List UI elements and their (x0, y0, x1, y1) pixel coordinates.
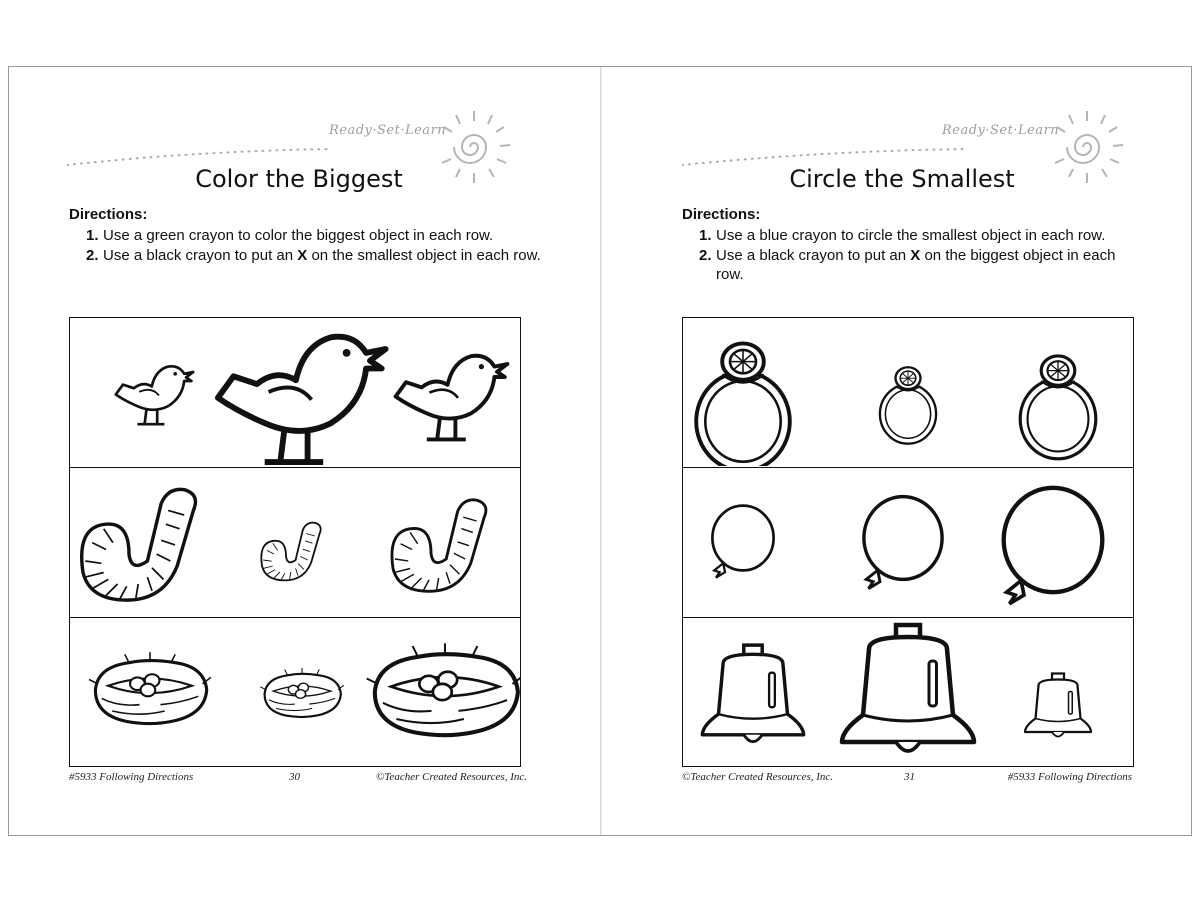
directions-label: Directions: (69, 206, 148, 223)
workbook-spread (8, 66, 1192, 836)
nest-medium (89, 652, 211, 723)
row-rings (683, 318, 1133, 468)
direction-x-mark: X (910, 247, 921, 264)
bell-big (842, 625, 974, 751)
direction-item (86, 246, 549, 265)
direction-number: 1. (86, 227, 99, 244)
direction-number: 1. (699, 227, 712, 244)
direction-text-part: on the biggest object in each row. (716, 247, 1116, 283)
ring-medium (1020, 356, 1096, 459)
brand-label: Ready·Set·Learn (329, 123, 447, 138)
bell-small (1025, 674, 1091, 737)
nest-small (260, 668, 344, 717)
worm-row-art (70, 468, 520, 616)
direction-text: Use a green crayon to color the biggest object in each row. (103, 227, 494, 244)
direction-item (699, 226, 1132, 245)
directions (682, 205, 1132, 285)
bell-medium (702, 645, 803, 742)
direction-item (699, 246, 1132, 284)
worksheet-grid (69, 317, 521, 767)
row-nests (70, 618, 520, 768)
direction-x-mark: X (297, 247, 308, 264)
balloon-medium (864, 497, 942, 589)
direction-text: Use a blue crayon to circle the smallest object in each row. (716, 227, 1106, 244)
ring-big (696, 343, 790, 466)
footer-series: #5933 Following Directions (69, 771, 194, 783)
row-bells (683, 618, 1133, 768)
balloon-big (1004, 488, 1103, 604)
worm-medium (392, 500, 486, 591)
balloon-row-art (683, 468, 1133, 616)
row-worms (70, 468, 520, 618)
bell-row-art (683, 618, 1133, 766)
page-number: 31 (904, 771, 915, 783)
left-page (9, 67, 600, 835)
footer-series: #5933 Following Directions (1007, 771, 1132, 783)
direction-number: 2. (699, 247, 712, 264)
balloon-small (712, 506, 773, 578)
page-title: Circle the Smallest (789, 165, 1015, 193)
chick-medium (396, 356, 508, 440)
direction-item (86, 226, 549, 245)
ring-row-art (683, 318, 1133, 466)
direction-text (716, 246, 1132, 284)
worksheet-grid (682, 317, 1134, 767)
direction-number: 2. (86, 247, 99, 264)
row-balloons (683, 468, 1133, 618)
footer-copyright: ©Teacher Created Resources, Inc. (682, 771, 834, 783)
chick-small (116, 366, 193, 424)
direction-text (103, 246, 549, 265)
chick-row-art (70, 318, 520, 466)
page-title: Color the Biggest (195, 165, 403, 193)
footer-copyright: ©Teacher Created Resources, Inc. (375, 771, 527, 783)
nest-row-art (70, 618, 520, 766)
page-number: 30 (289, 771, 300, 783)
ring-small (880, 367, 936, 443)
directions (69, 205, 549, 266)
right-page (602, 67, 1193, 835)
worm-big (82, 489, 196, 600)
dotted-arc (67, 147, 337, 167)
nest-big (367, 643, 520, 735)
direction-text-part: on the smallest object in each row. (307, 247, 541, 264)
dotted-arc (682, 147, 972, 167)
chick-big (218, 337, 386, 462)
worm-small (261, 523, 320, 581)
brand-label: Ready·Set·Learn (942, 123, 1060, 138)
direction-text-part: Use a black crayon to put an (103, 247, 298, 264)
direction-text-part: Use a black crayon to put an (716, 247, 911, 264)
directions-label: Directions: (682, 206, 761, 223)
row-chicks (70, 318, 520, 468)
